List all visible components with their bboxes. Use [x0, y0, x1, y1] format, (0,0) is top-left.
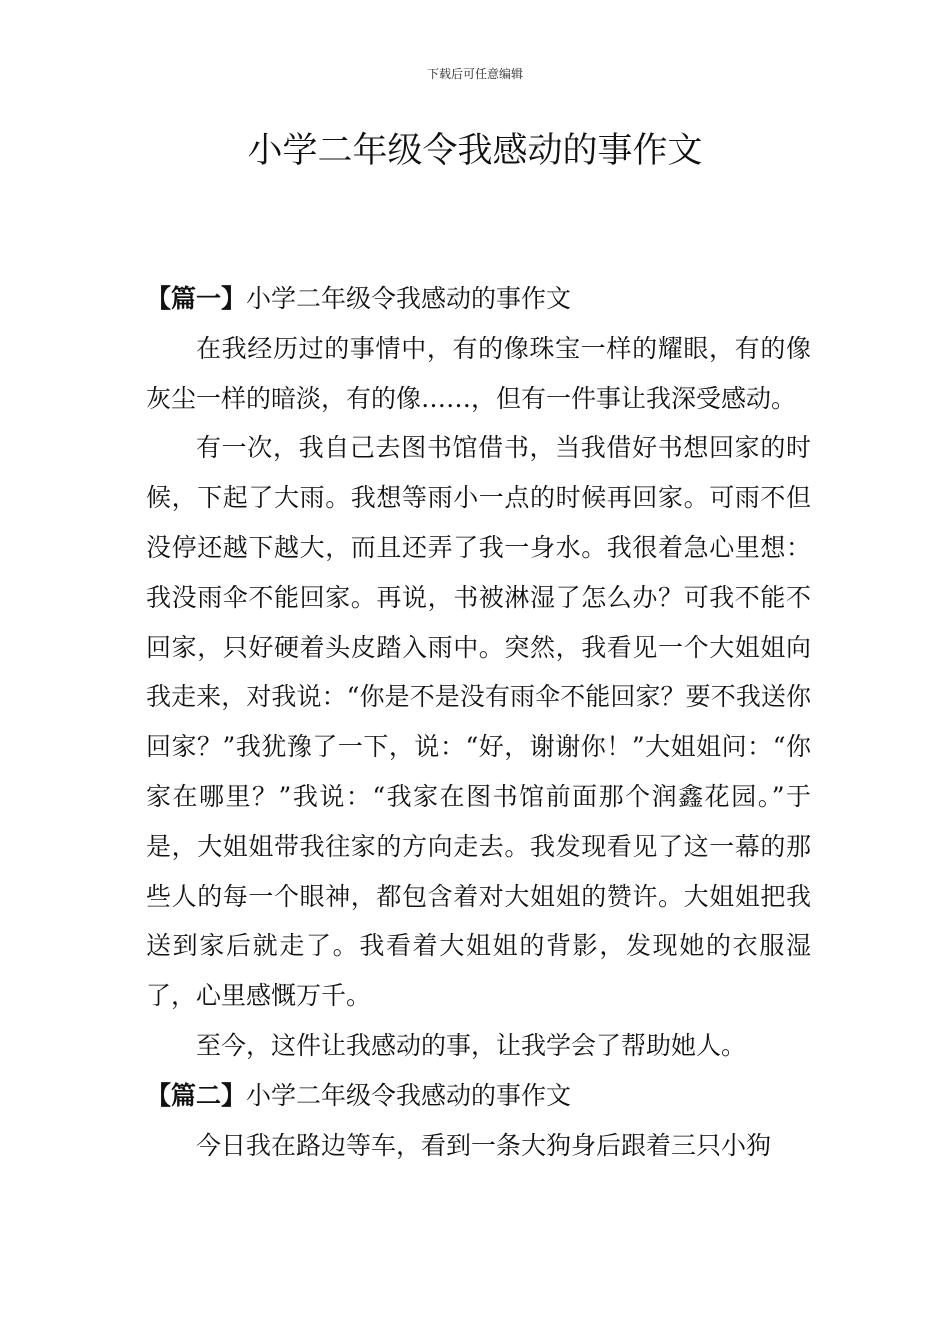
paragraph: 今日我在路边等车，看到一条大狗身后跟着三只小狗 [196, 1130, 772, 1160]
section-heading-1 [146, 274, 811, 324]
paragraph: 至今，这件让我感动的事，让我学会了帮助她人。 [196, 1030, 747, 1060]
header-note: 下载后可任意编辑 [426, 67, 523, 81]
paragraph: 有一次，我自己去图书馆借书，当我借好书想回家的时候，下起了大雨。我想等雨小一点的时候再回家。可雨不但没停还越下越大，而且还弄了我一身水。我很着急心里想：我没雨伞不能回家。再说，书被淋湿了怎么办？可我不能不回家，只好硬着头皮踏入雨中。突然，我看见一个大姐姐向我走来，对我说：“你是不是没有雨伞不能回家？要不我送你回家？”我犹豫了一下，说：“好，谢谢你！”大姐姐问：“你家在哪里？”我说：“我家在图书馆前面那个润鑫花园。”于是，大姐姐带我往家的方向走去。我发现看见了这一幕的那些人的每一个眼神，都包含着对大姐姐的赞许。大姐姐把我送到家后就走了。我看着大姐姐的背影，发现她的衣服湿了，心里感慨万千。 [146, 433, 811, 1011]
section-marker: 【篇一】 [146, 284, 247, 313]
section-heading-2 [146, 1071, 811, 1121]
section-heading-text: 小学二年级令我感动的事作文 [246, 1080, 572, 1110]
paragraph: 在我经历过的事情中，有的像珠宝一样的耀眼，有的像灰尘一样的暗淡，有的像……，但有一件事让我深受感动。 [146, 333, 811, 413]
section-marker: 【篇二】 [146, 1080, 247, 1110]
document-body [146, 274, 811, 1170]
section-heading-text: 小学二年级令我感动的事作文 [246, 284, 572, 313]
document-title: 小学二年级令我感动的事作文 [247, 131, 703, 171]
